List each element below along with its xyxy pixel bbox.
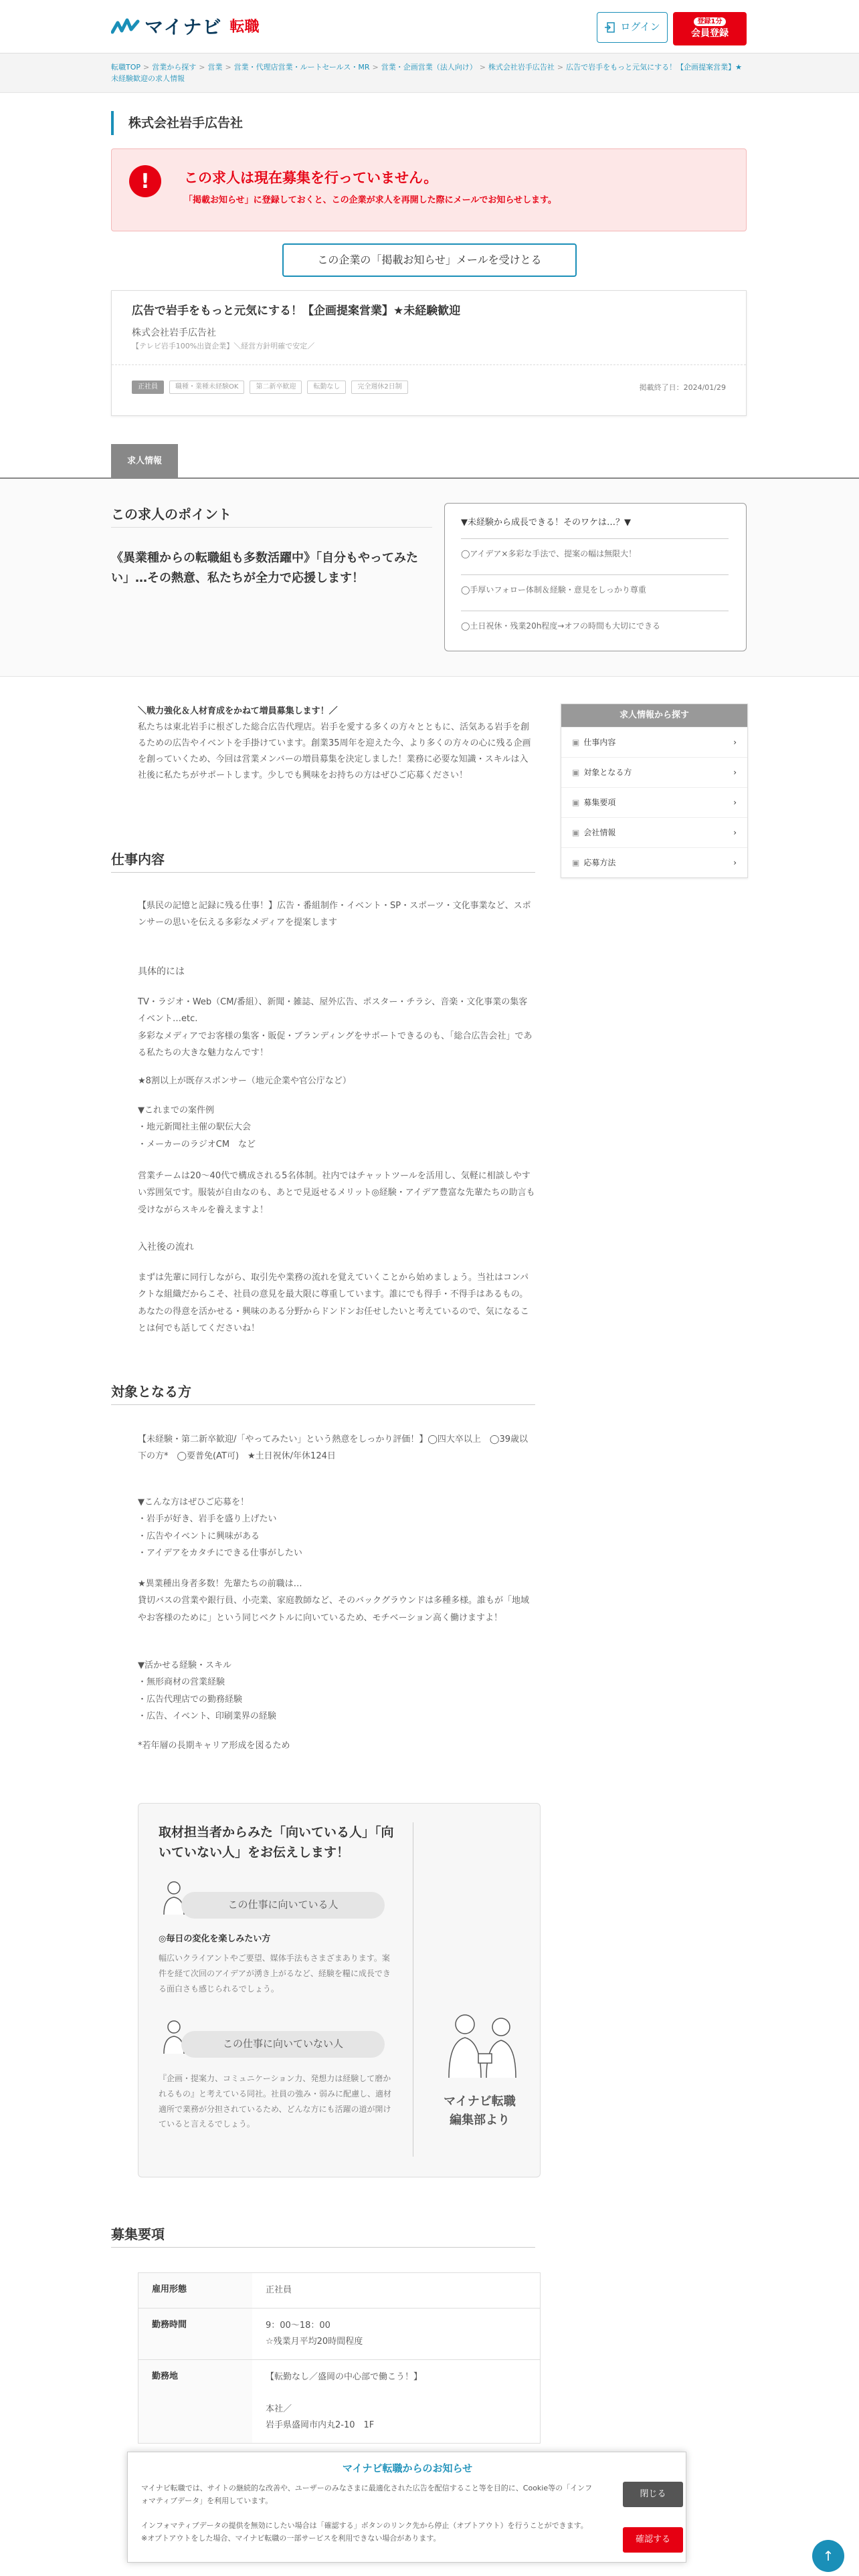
tab-job-info[interactable]: 求人情報 [111, 444, 178, 479]
points-lead: 《異業種からの転職組も多数活躍中》「自分もやってみたい」…その熱意、私たちが全力で応援します！ [111, 551, 418, 585]
register-button[interactable] [673, 12, 747, 45]
breadcrumb-item[interactable]: 営業・代理店営業・ルートセールス・MR [233, 63, 370, 72]
table-value: 正社員 [266, 2285, 292, 2295]
table-key: 勤務時間 [138, 2309, 252, 2359]
sidebar-item-target[interactable]: ▣ 対象となる方 › [561, 757, 747, 787]
notify-mail-button[interactable]: この企業の「掲載お知らせ」メールを受けとる [282, 243, 577, 277]
point-item: ◯アイデア×多彩な手法で、提案の幅は無限大！ [461, 538, 729, 560]
cookie-title: マイナビ転職からのお知らせ [342, 2462, 473, 2474]
site-header [0, 0, 859, 53]
job-tag: 正社員 [132, 381, 164, 394]
arrow-up-icon: ↑ [822, 2548, 834, 2564]
breadcrumb-item[interactable]: 営業から探す [152, 63, 197, 72]
editor-label: マイナビ転職 編集部より [444, 2095, 516, 2127]
notice-subtext: 「掲載お知らせ」に登録しておくと、この企業が求人を再開した際にメールでお知らせします。 [184, 195, 557, 205]
square-bullet-icon: ▣ [572, 857, 580, 867]
chevron-right-icon: › [733, 827, 737, 837]
breadcrumb-item[interactable]: 転職TOP [111, 63, 141, 72]
target-wanted: ▼こんな方はぜひご応募を！ ・岩手が好き、岩手を盛り上げたい ・広告やイベントに興味がある ・アイデアをカタチにできる仕事がしたい [138, 1497, 302, 1559]
login-label: ログイン [620, 21, 660, 33]
points-box-title: ▼未経験から成長できる！そのワケは…？▼ [461, 518, 631, 528]
table-key: 雇用形態 [138, 2273, 252, 2308]
job-nav-sidebar [561, 704, 748, 878]
divider [111, 2247, 535, 2248]
table-value: 9：00〜18：00 ☆残業月平均20時間程度 [266, 2321, 363, 2347]
suitable-title: ◎毎日の変化を楽しみたい方 [159, 1934, 271, 1944]
main-content [0, 677, 859, 2576]
intro-body: 私たちは東北岩手に根ざした総合広告代理店。岩手を愛する多くの方々とともに、活気ある岩手を創るための広告やイベントを手掛けています。創業35周年を迎えた今、より多くの方々の心に残る企画を創っていくため、今回は営業メンバーの増員募集を決定しました！業務に必要な知識・スキルは入社後に私たちがサポートします。少しでも興味をお持ちの方はぜひご応募ください！ [138, 722, 531, 781]
breadcrumb-item[interactable]: 営業・企画営業（法人向け） [381, 63, 477, 72]
register-label: 会員登録 [691, 28, 729, 39]
job-tags [132, 381, 408, 394]
unsuitable-text: 『企画・提案力、コミュニケーション力、発想力は経験して磨かれるもの』と考えている同社。社員の強み・弱みに配慮し、適材適所で業務が分担されているため、どんな方にも活躍の道が開けていると言えるでしょう。 [159, 2074, 392, 2129]
breadcrumb-item[interactable]: 営業 [207, 63, 223, 72]
divider [111, 872, 535, 873]
chevron-right-icon: › [733, 797, 737, 807]
job-company: 株式会社岩手広告社 [132, 328, 216, 338]
logo-text: マイナビ [145, 16, 222, 39]
point-item: ◯手厚いフォロー体制＆経験・意見をしっかり尊重 [461, 574, 729, 597]
cookie-banner [127, 2452, 686, 2563]
sidebar-item-requirements[interactable]: ▣ 募集要項 › [561, 787, 747, 817]
job-card [111, 290, 747, 416]
unsuitable-label: この仕事に向いていない人 [181, 2031, 385, 2058]
logo-sub: 転職 [229, 19, 260, 36]
chevron-right-icon: › [733, 737, 737, 747]
chevron-right-icon: › [733, 767, 737, 777]
divider [111, 1404, 535, 1405]
job-points-section [0, 479, 859, 677]
work-detail: TV・ラジオ・Web（CM/番組）、新聞・雑誌、屋外広告、ポスター・チラシ、音楽・文化事業の集客イベント…etc. 多彩なメディアでお客様の集客・販促・ブランディングをサポートできるのも、「総合広告会社」である私たちの大きな魅力なんです！ [138, 997, 533, 1059]
breadcrumb: 転職TOP > 営業から探す > 営業 > 営業・代理店営業・ルートセールス・MR > 営業・企画営業（法人向け） > 株式会社岩手広告社 > 広告で岩手をもっと元気にする！【企画提案営業】★未経験歓迎の求人情報 [111, 63, 743, 84]
cookie-close-button[interactable]: 閉じる [623, 2482, 683, 2507]
breadcrumb-item: 広告で岩手をもっと元気にする！【企画提案営業】★未経験歓迎の求人情報 [111, 63, 743, 84]
divider [112, 364, 746, 365]
target-note: *若年層の長期キャリア形成を図るため [138, 1741, 290, 1751]
job-catch: 【テレビ岩手100%出資企業】＼経営方針明確で安定／ [132, 342, 315, 350]
sidebar-item-apply[interactable]: ▣ 応募方法 › [561, 847, 747, 877]
requirements-heading: 募集要項 [111, 2226, 165, 2242]
cookie-optout-text: インフォマティブデータの提供を無効にしたい場合は「確認する」ボタンのリンク先から停止（オプトアウト）を行うことができます。 ※オプトアウトをした場合、マイナビ転職の一部サービスを利用できない場合があります。 [141, 2521, 588, 2543]
posting-end-date: 掲載終了日：2024/01/29 [639, 383, 726, 392]
sidebar-heading: 求人情報から探す [561, 704, 747, 727]
closed-notice [111, 148, 747, 231]
table-key: 勤務地 [138, 2360, 252, 2443]
breadcrumb-item[interactable]: 株式会社岩手広告社 [488, 63, 555, 72]
suitable-text: 幅広いクライアントやご要望、媒体手法もさまざまあります。案件を経て次回のアイデアが湧き上がるなど、経験を糧に成長できる面白さも感じられるでしょう。 [159, 1953, 391, 1994]
cookie-text: マイナビ転職では、サイトの継続的な改善や、ユーザーのみなさまに最適化された広告を配信すること等を目的に、Cookie等の「インフォマティブデータ」を利用しています。 [141, 2484, 593, 2506]
back-to-top-button[interactable] [812, 2540, 844, 2572]
requirements-table [138, 2272, 541, 2444]
work-lead: 【県民の記憶と記録に残る仕事！】広告・番組制作・イベント・SP・スポーツ・文化事業など、スポンサーの思いを伝える多彩なメディアを提案します [138, 901, 531, 928]
points-heading: この求人のポイント [111, 506, 231, 522]
square-bullet-icon: ▣ [572, 827, 580, 837]
square-bullet-icon: ▣ [572, 767, 580, 777]
sidebar-item-work[interactable]: ▣ 仕事内容 › [561, 727, 747, 757]
site-logo[interactable] [111, 15, 259, 40]
target-requirements: 【未経験・第二新卒歓迎/「やってみたい」という熱意をしっかり評価！】◯四大卒以上 ◯39歳以下の方* ◯要普免(AT可) ★土日祝休/年休124日 [138, 1434, 529, 1462]
editor-comment-box [138, 1803, 541, 2177]
logo-mark-icon [111, 17, 140, 37]
company-heading: 株式会社岩手広告社 [111, 111, 243, 135]
point-item: ◯土日祝休・残業20h程度→オフの時間も大切にできる [461, 611, 729, 633]
square-bullet-icon: ▣ [572, 737, 580, 747]
work-examples: ▼これまでの案件例 ・地元新聞社主催の駅伝大会 ・メーカーのラジオCM など [138, 1105, 256, 1150]
job-tag: 第二新卒歓迎 [250, 381, 302, 394]
work-sponsors: ★8割以上が既存スポンサー（地元企業や官公庁など） [138, 1076, 351, 1086]
editor-comment-heading: 取材担当者からみた「向いている人」「向いていない人」をお伝えします！ [159, 1825, 394, 1860]
login-icon [604, 22, 615, 33]
job-title: 広告で岩手をもっと元気にする！【企画提案営業】★未経験歓迎 [132, 304, 461, 318]
login-button[interactable] [597, 12, 668, 43]
sidebar-item-company[interactable]: ▣ 会社情報 › [561, 817, 747, 847]
table-row [138, 2308, 540, 2359]
job-tag: 転勤なし [307, 381, 346, 394]
table-row [138, 2359, 540, 2443]
table-row [138, 2273, 540, 2308]
job-tag: 完全週休2日制 [351, 381, 407, 394]
intro-text [138, 704, 535, 784]
notice-title: この求人は現在募集を行っていません。 [184, 170, 438, 186]
square-bullet-icon: ▣ [572, 797, 580, 807]
target-heading: 対象となる方 [111, 1384, 191, 1400]
work-sub-heading: 具体的には [138, 966, 185, 977]
cookie-confirm-button[interactable]: 確認する [623, 2527, 683, 2553]
editors-illustration-icon [440, 2004, 527, 2084]
intro-title: ＼戦力強化＆人材育成をかねて増員募集します！／ [138, 706, 338, 716]
table-value: 【転勤なし／盛岡の中心部で働こう！】 本社／ 岩手県盛岡市内丸2-10 1F [266, 2372, 423, 2431]
target-skills: ▼活かせる経験・スキル ・無形商材の営業経験 ・広告代理店での勤務経験 ・広告、イベント、印刷業界の経験 [138, 1660, 276, 1722]
alert-icon: ! [129, 165, 161, 197]
work-onboarding: まずは先輩に同行しながら、取引先や業務の流れを覚えていくことから始めましょう。当社はコンパクトな組織だからこそ、社員の意見を最大限に尊重しています。誰にでも得手・不得手はあるもの。あなたの得意を活かせる・興味のある分野からドンドンお任せしたいと考えているので、気になることは何でも話してくださいね！ [138, 1273, 529, 1334]
work-team: 営業チームは20～40代で構成される5名体制。社内ではチャットツールを活用し、気軽に相談しやすい雰囲気です。服装が自由なのも、あとで見返せるメリット◎経験・アイデア豊富な先輩たちの助言も受けながらスキルを養えますよ！ [138, 1171, 535, 1215]
job-tag: 職種・業種未経験OK [169, 381, 244, 394]
divider [111, 527, 432, 528]
register-tag: 登録1分 [694, 17, 727, 26]
suitable-label: この仕事に向いている人 [181, 1892, 385, 1919]
chevron-right-icon: › [733, 857, 737, 867]
work-heading: 仕事内容 [111, 851, 165, 867]
work-sub-heading: 入社後の流れ [138, 1242, 194, 1253]
points-box [444, 503, 747, 651]
target-background: ★異業種出身者多数！先輩たちの前職は… 貸切バスの営業や銀行員、小売業、家庭教師など、そのバックグラウンドは多種多様。誰もが「地域やお客様のために」という同じベクトルに向いているため、モチベーション高く働けますよ！ [138, 1579, 530, 1623]
